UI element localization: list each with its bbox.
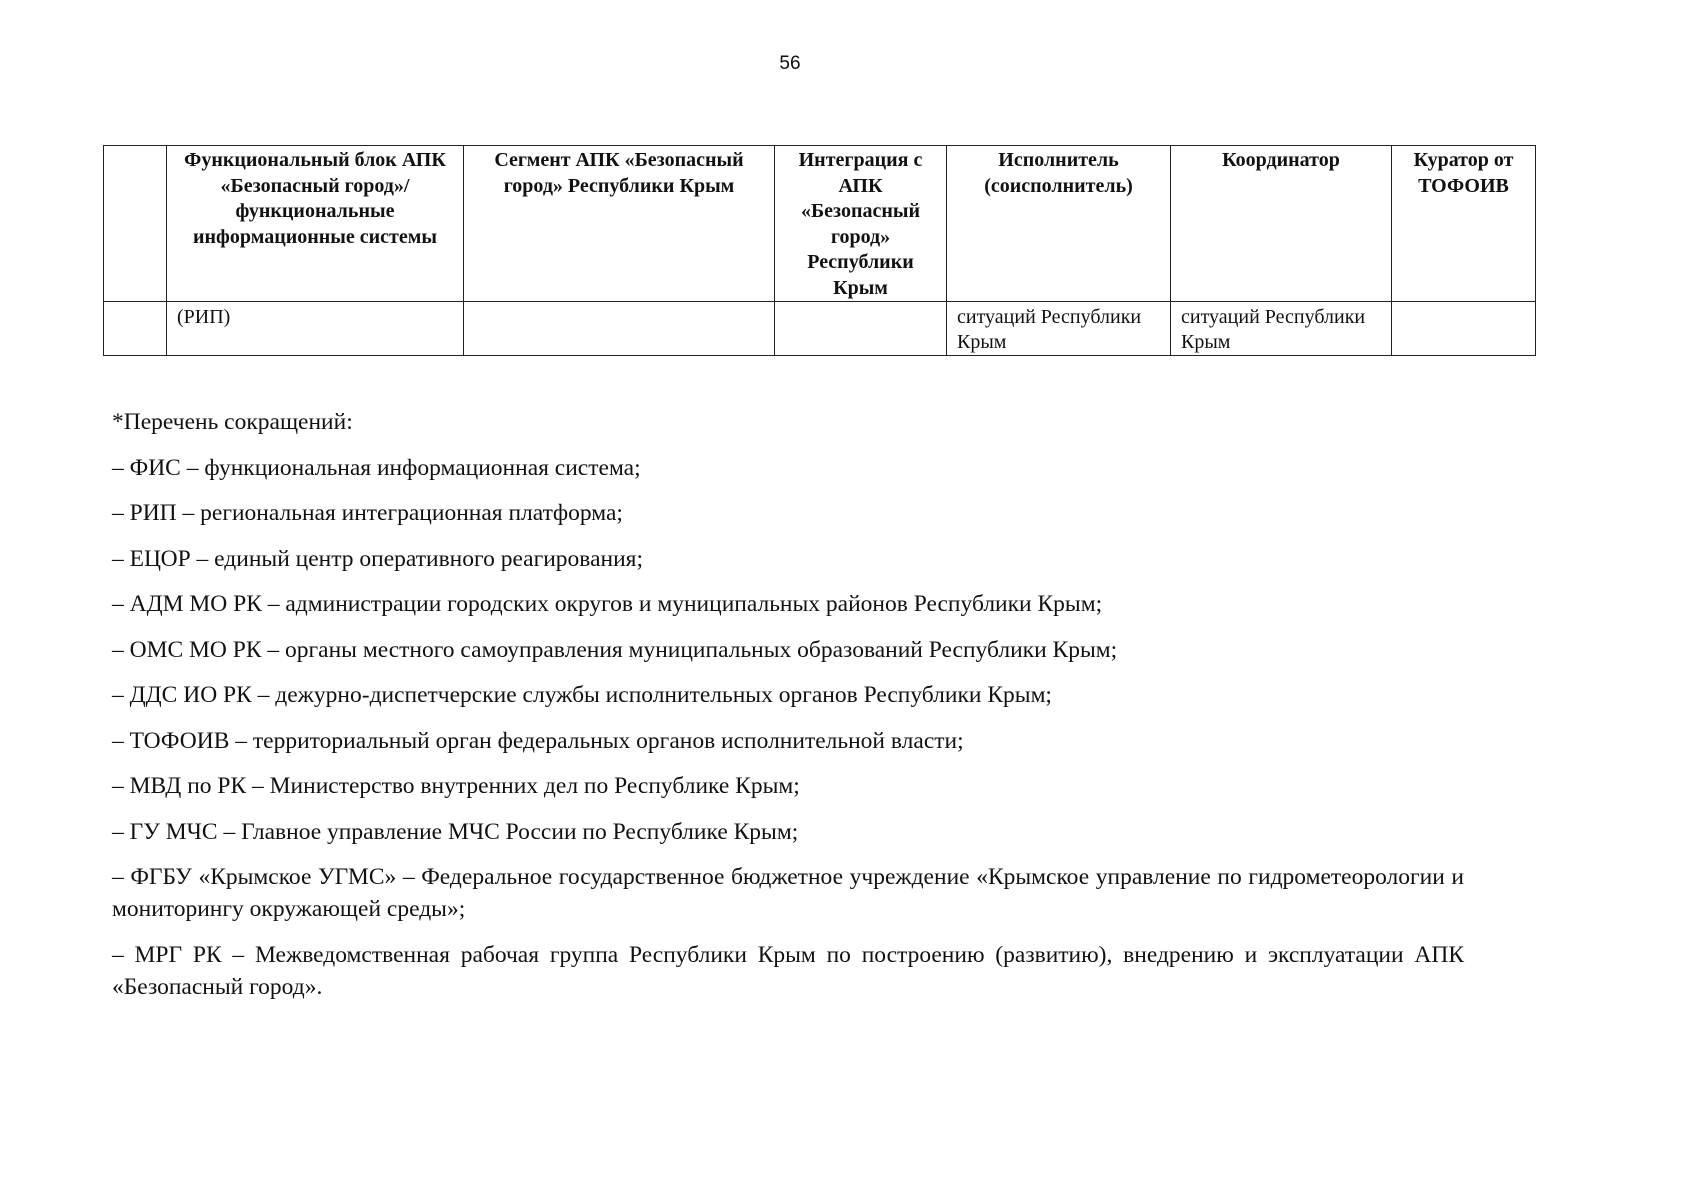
column-header-integration: Интеграция с АПК «Безопасный город» Республики Крым: [775, 146, 947, 302]
page-number: 56: [779, 53, 801, 74]
abbreviation-item: – МРГ РК – Межведомственная рабочая группа Республики Крым по построению (развитию), внедрению и эксплуатации АПК «Безопасный город».: [112, 941, 1464, 1000]
abbreviations-title: *Перечень сокращений:: [112, 409, 353, 435]
document-table: [103, 145, 1536, 356]
table-cell: [775, 302, 947, 356]
abbreviation-item: – ТОФОИВ – территориальный орган федеральных органов исполнительной власти;: [112, 727, 964, 754]
abbreviation-item: – РИП – региональная интеграционная платформа;: [112, 500, 623, 526]
abbreviation-item: – МВД по РК – Министерство внутренних дел по Республике Крым;: [112, 773, 800, 799]
abbreviation-item: – ОМС МО РК – органы местного самоуправления муниципальных образований Республики Крым;: [112, 636, 1118, 663]
table-cell: [464, 302, 775, 356]
abbreviation-item: – ГУ МЧС – Главное управление МЧС России по Республике Крым;: [112, 818, 799, 845]
table-cell: [1392, 302, 1536, 356]
abbreviation-item: – ДДС ИО РК – дежурно-диспетчерские службы исполнительных органов Республики Крым;: [112, 682, 1052, 708]
abbreviation-item: – ЕЦОР – единый центр оперативного реагирования;: [112, 545, 644, 572]
abbreviation-item: – ФИС – функциональная информационная система;: [112, 454, 641, 481]
column-header-curator: Куратор от ТОФОИВ: [1392, 146, 1536, 302]
table-header-row: [104, 146, 1536, 302]
column-header-executor: Исполнитель (соисполнитель): [947, 146, 1171, 302]
table-cell: ситуаций Республики Крым: [1171, 302, 1392, 356]
column-header-functional-block: Функциональный блок АПК «Безопасный город»/ функциональные информационные системы: [167, 146, 464, 302]
abbreviation-item: – АДМ МО РК – администрации городских округов и муниципальных районов Республики Крым;: [112, 591, 1103, 617]
abbreviation-item: – ФГБУ «Крымское УГМС» – Федеральное государственное бюджетное учреждение «Крымское управление по гидрометеорологии и мониторингу окружающей среды»;: [112, 864, 1464, 922]
table-row: [104, 302, 1536, 356]
abbreviations-list: [112, 406, 1464, 1016]
table-cell: (РИП): [167, 302, 464, 356]
column-header-number: [104, 146, 167, 302]
column-header-segment: Сегмент АПК «Безопасный город» Республики Крым: [464, 146, 775, 302]
column-header-coordinator: Координатор: [1171, 146, 1392, 302]
table-cell: ситуаций Республики Крым: [947, 302, 1171, 356]
table-cell: [104, 302, 167, 356]
